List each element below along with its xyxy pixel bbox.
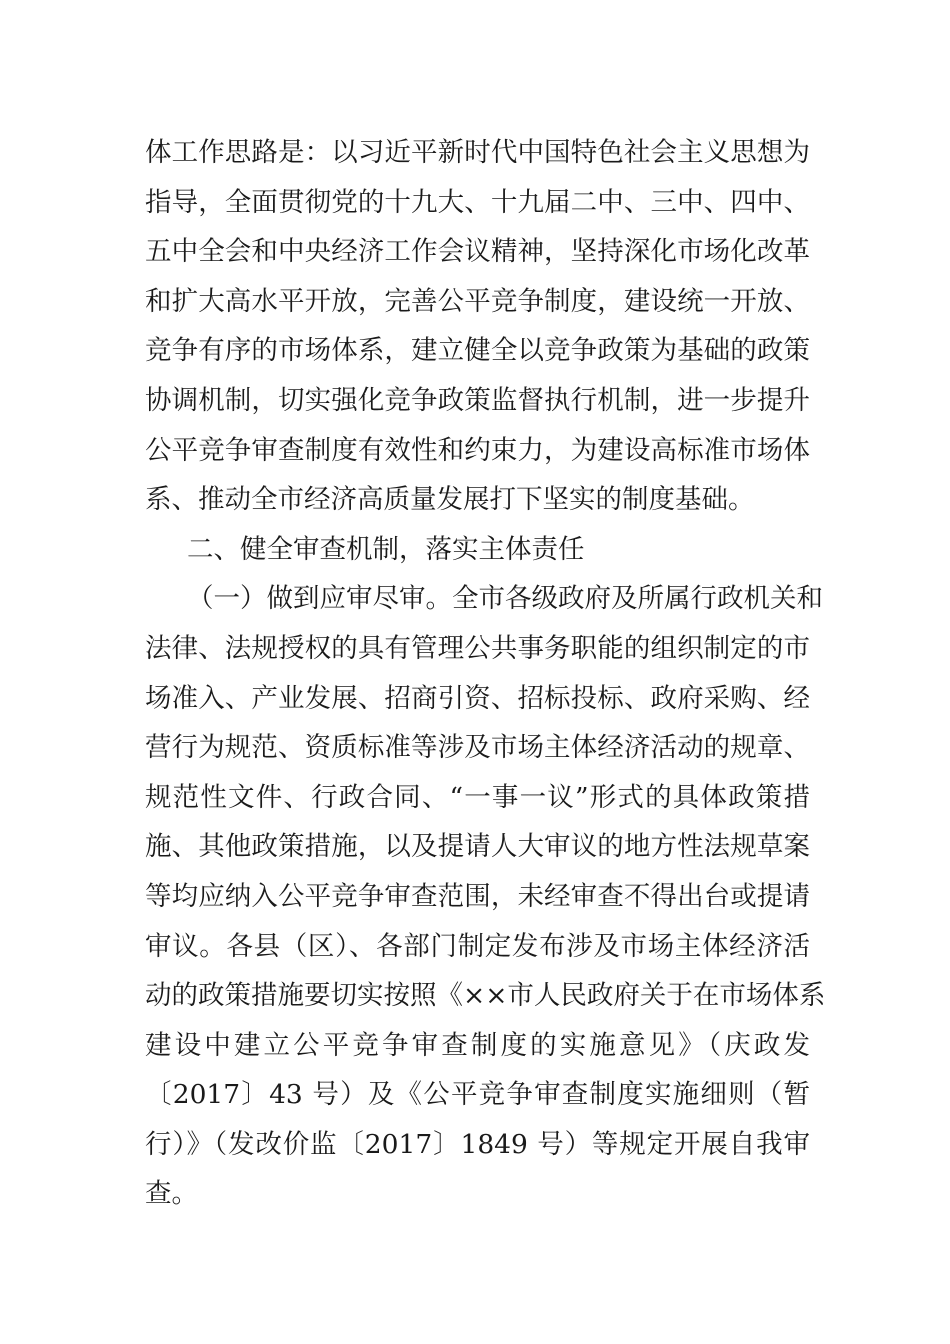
text-line: （一）做到应审尽审。全市各级政府及所属行政机关和	[187, 583, 823, 615]
text-line: 协调机制，切实强化竞争政策监督执行机制，进一步提升	[145, 384, 810, 416]
paragraph-intro	[145, 128, 810, 525]
text-line: 体工作思路是：以习近平新时代中国特色社会主义思想为	[145, 137, 810, 168]
text-line: 和扩大高水平开放，完善公平竞争制度，建设统一开放、	[145, 285, 810, 317]
text-line: 等均应纳入公平竞争审查范围，未经审查不得出台或提请	[145, 880, 810, 912]
text-line: 指导，全面贯彻党的十九大、十九届二中、三中、四中、	[145, 186, 810, 218]
text-line: 审议。各县（区）、各部门制定发布涉及市场主体经济活	[145, 930, 810, 962]
text-line: 竞争有序的市场体系，建立健全以竞争政策为基础的政策	[145, 335, 810, 367]
heading-text: 二、健全审查机制，落实主体责任	[187, 533, 585, 565]
text-line: 营行为规范、资质标准等涉及市场主体经济活动的规章、	[145, 732, 810, 764]
text-line: 规范性文件、行政合同、“一事一议”形式的具体政策措	[145, 781, 810, 813]
document-body	[145, 128, 826, 1219]
section-heading	[145, 525, 810, 575]
text-line: 施、其他政策措施，以及提请人大审议的地方性法规草案	[145, 831, 810, 863]
text-line: 〔2017〕43 号）及《公平竞争审查制度实施细则（暂	[145, 1079, 810, 1111]
text-line: 行）》（发改价监〔2017〕1849 号）等规定开展自我审	[145, 1128, 810, 1160]
text-line: 五中全会和中央经济工作会议精神，坚持深化市场化改革	[145, 236, 810, 268]
text-line: 系、推动全市经济高质量发展打下坚实的制度基础。	[145, 484, 755, 516]
text-line: 动的政策措施要切实按照《××市人民政府关于在市场体系	[145, 980, 826, 1012]
text-line: 法律、法规授权的具有管理公共事务职能的组织制定的市	[145, 632, 810, 664]
text-line: 查。	[145, 1178, 198, 1210]
text-line: 场准入、产业发展、招商引资、招标投标、政府采购、经	[145, 682, 810, 714]
text-line: 公平竞争审查制度有效性和约束力，为建设高标准市场体	[145, 434, 810, 466]
text-line: 建设中建立公平竞争审查制度的实施意见》（庆政发	[145, 1029, 810, 1061]
paragraph-item-1	[145, 574, 826, 1219]
